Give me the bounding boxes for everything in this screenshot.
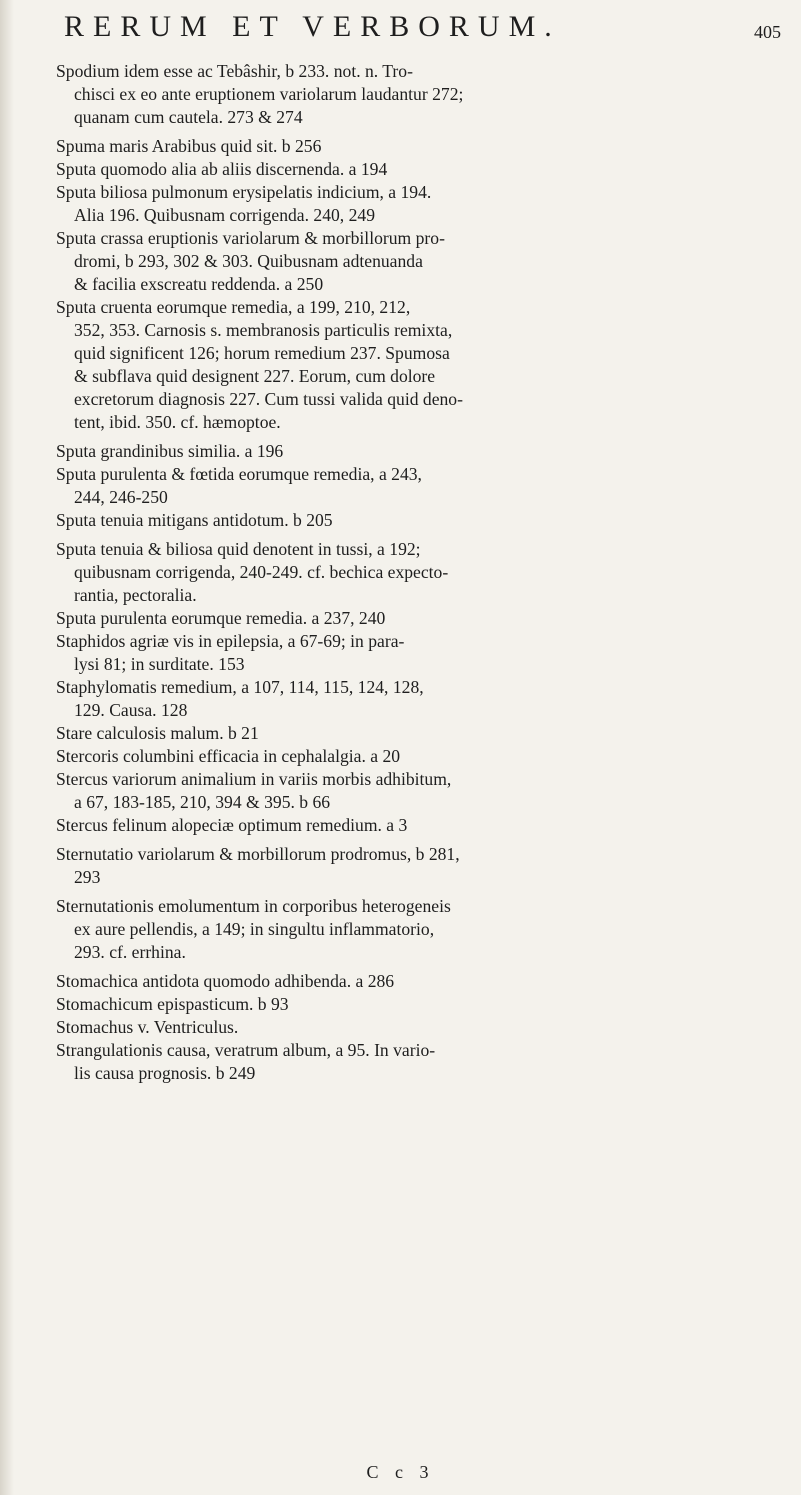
index-entry-line: Sputa purulenta eorumque remedia. a 237, 240 <box>56 608 386 628</box>
index-entry <box>56 440 772 463</box>
index-entry <box>56 135 772 158</box>
index-entry-line: Spuma maris Arabibus quid sit. b 256 <box>56 136 322 156</box>
index-entry-line: chisci ex eo ante eruptionem variolarum laudantur 272; <box>74 84 464 104</box>
index-entry-line: lis causa prognosis. b 249 <box>74 1063 256 1083</box>
index-entry-line: quid significent 126; horum remedium 237. Spumosa <box>74 343 450 363</box>
index-entry-line: Sputa cruenta eorumque remedia, a 199, 210, 212, <box>56 297 411 317</box>
index-entry <box>56 630 772 676</box>
index-entry-line: quibusnam corrigenda, 240-249. cf. bechica expecto- <box>74 562 449 582</box>
index-entry-line: Sputa tenuia mitigans antidotum. b 205 <box>56 510 333 530</box>
index-column <box>56 60 772 1085</box>
index-entry <box>56 181 772 227</box>
index-entry-line: Sputa crassa eruptionis variolarum & morbillorum pro- <box>56 228 445 248</box>
index-entry <box>56 895 772 964</box>
index-entry <box>56 814 772 837</box>
index-entry <box>56 538 772 607</box>
index-entry <box>56 722 772 745</box>
index-entry-line: Sputa tenuia & biliosa quid denotent in tussi, a 192; <box>56 539 421 559</box>
index-entry-line: a 67, 183-185, 210, 394 & 395. b 66 <box>74 792 331 812</box>
index-entry-line: Alia 196. Quibusnam corrigenda. 240, 249 <box>74 205 375 225</box>
index-entry-line: Staphylomatis remedium, a 107, 114, 115, 124, 128, <box>56 677 424 697</box>
printer-signature: C c 3 <box>366 1462 435 1482</box>
index-entry-line: Sputa purulenta & fœtida eorumque remedia, a 243, <box>56 464 422 484</box>
index-entry <box>56 60 772 129</box>
index-entry <box>56 509 772 532</box>
index-entry-line: Sternutationis emolumentum in corporibus heterogeneis <box>56 896 451 916</box>
index-entry <box>56 843 772 889</box>
index-entry <box>56 158 772 181</box>
index-entry-line: 293 <box>74 867 101 887</box>
index-entry <box>56 463 772 509</box>
index-entry-line: lysi 81; in surditate. 153 <box>74 654 245 674</box>
index-entry-line: Stercoris columbini efficacia in cephalalgia. a 20 <box>56 746 401 766</box>
index-entry-line: 244, 246-250 <box>74 487 168 507</box>
page-header <box>0 10 801 52</box>
index-entry-line: Strangulationis causa, veratrum album, a 95. In vario- <box>56 1040 436 1060</box>
index-entry-line: quanam cum cautela. 273 & 274 <box>74 107 303 127</box>
index-entry-line: rantia, pectoralia. <box>74 585 197 605</box>
index-entry-line: Stomachus v. Ventriculus. <box>56 1017 239 1037</box>
index-entry <box>56 296 772 434</box>
index-entry <box>56 970 772 993</box>
index-entry-line: tent, ibid. 350. cf. hæmoptoe. <box>74 412 281 432</box>
index-entry-line: 129. Causa. 128 <box>74 700 188 720</box>
index-entry-line: dromi, b 293, 302 & 303. Quibusnam adtenuanda <box>74 251 423 271</box>
index-entry-line: 293. cf. errhina. <box>74 942 186 962</box>
page-number: 405 <box>754 22 781 42</box>
index-entry <box>56 227 772 296</box>
index-entry-line: Sputa biliosa pulmonum erysipelatis indicium, a 194. <box>56 182 432 202</box>
index-entry <box>56 745 772 768</box>
index-entry <box>56 676 772 722</box>
index-entry-line: Spodium idem esse ac Tebâshir, b 233. not. n. Tro- <box>56 61 413 81</box>
index-entry <box>56 607 772 630</box>
index-entry-line: Stomachica antidota quomodo adhibenda. a 286 <box>56 971 395 991</box>
index-entry-line: Stercus felinum alopeciæ optimum remedium. a 3 <box>56 815 408 835</box>
index-entry <box>56 1039 772 1085</box>
index-entry <box>56 1016 772 1039</box>
index-entry-line: ex aure pellendis, a 149; in singultu inflammatorio, <box>74 919 435 939</box>
index-entry-line: Sternutatio variolarum & morbillorum prodromus, b 281, <box>56 844 460 864</box>
index-entry-line: Sputa grandinibus similia. a 196 <box>56 441 284 461</box>
index-entry-line: Staphidos agriæ vis in epilepsia, a 67-69; in para- <box>56 631 405 651</box>
index-entry-line: & subflava quid designent 227. Eorum, cum dolore <box>74 366 436 386</box>
page-edge <box>0 0 14 1495</box>
index-entry-line: Sputa quomodo alia ab aliis discernenda. a 194 <box>56 159 388 179</box>
index-entry-line: & facilia exscreatu reddenda. a 250 <box>74 274 324 294</box>
index-entry-line: 352, 353. Carnosis s. membranosis particulis remixta, <box>74 320 453 340</box>
index-entry <box>56 768 772 814</box>
index-entry-line: excretorum diagnosis 227. Cum tussi valida quid deno- <box>74 389 463 409</box>
running-head: RERUM ET VERBORUM. <box>64 10 561 43</box>
index-entry-line: Stercus variorum animalium in variis morbis adhibitum, <box>56 769 452 789</box>
index-entry-line: Stare calculosis malum. b 21 <box>56 723 259 743</box>
index-entry-line: Stomachicum epispasticum. b 93 <box>56 994 289 1014</box>
index-entry <box>56 993 772 1016</box>
